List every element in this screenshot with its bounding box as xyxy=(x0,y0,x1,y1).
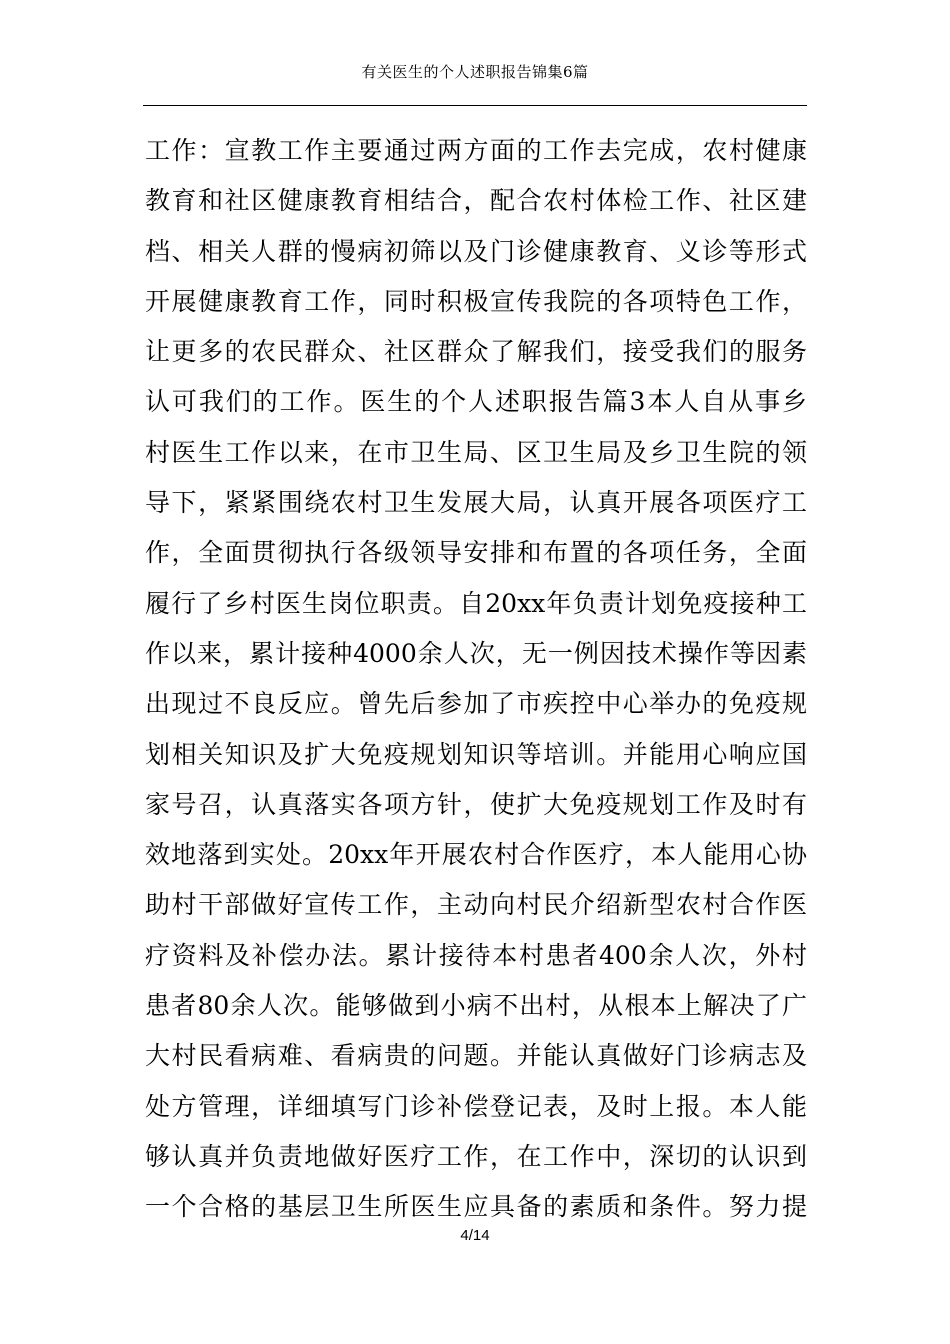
text-line: 一个合格的基层卫生所医生应具备的素质和条件。努力提 xyxy=(145,1192,807,1222)
text-line: 教育和社区健康教育相结合，配合农村体检工作、社区建 xyxy=(145,186,807,216)
text-line: 大村民看病难、看病贵的问题。并能认真做好门诊病志及 xyxy=(145,1041,807,1071)
header-divider xyxy=(143,105,807,106)
text-line: 患者80余人次。能够做到小病不出村，从根本上解决了广 xyxy=(145,991,807,1021)
page-number: 4/14 xyxy=(460,1227,490,1244)
text-line: 效地落到实处。20xx年开展农村合作医疗，本人能用心协 xyxy=(145,840,807,870)
page-header: 有关医生的个人述职报告锦集6篇 xyxy=(361,63,589,81)
text-line: 工作：宣教工作主要通过两方面的工作去完成，农村健康 xyxy=(145,136,807,165)
text-line: 认可我们的工作。医生的个人述职报告篇3本人自从事乡 xyxy=(145,387,807,417)
body-text xyxy=(145,126,807,1233)
text-line: 让更多的农民群众、社区群众了解我们，接受我们的服务 xyxy=(145,337,807,367)
text-line: 家号召，认真落实各项方针，使扩大免疫规划工作及时有 xyxy=(145,789,807,819)
text-line: 处方管理，详细填写门诊补偿登记表，及时上报。本人能 xyxy=(145,1091,807,1121)
text-line: 履行了乡村医生岗位职责。自20xx年负责计划免疫接种工 xyxy=(145,588,807,618)
text-line: 村医生工作以来，在市卫生局、区卫生局及乡卫生院的领 xyxy=(145,437,807,467)
text-line: 导下，紧紧围绕农村卫生发展大局，认真开展各项医疗工 xyxy=(145,488,807,518)
text-line: 够认真并负责地做好医疗工作，在工作中，深切的认识到 xyxy=(145,1141,807,1171)
text-line: 开展健康教育工作，同时积极宣传我院的各项特色工作， xyxy=(145,286,807,316)
text-line: 疗资料及补偿办法。累计接待本村患者400余人次，外村 xyxy=(145,940,807,970)
text-line: 作以来，累计接种4000余人次，无一例因技术操作等因素 xyxy=(145,638,807,668)
text-line: 档、相关人群的慢病初筛以及门诊健康教育、义诊等形式 xyxy=(145,236,807,266)
text-line: 作，全面贯彻执行各级领导安排和布置的各项任务，全面 xyxy=(145,538,807,568)
text-line: 划相关知识及扩大免疫规划知识等培训。并能用心响应国 xyxy=(145,739,807,769)
text-line: 助村干部做好宣传工作，主动向村民介绍新型农村合作医 xyxy=(145,890,807,920)
text-line: 出现过不良反应。曾先后参加了市疾控中心举办的免疫规 xyxy=(145,689,807,719)
